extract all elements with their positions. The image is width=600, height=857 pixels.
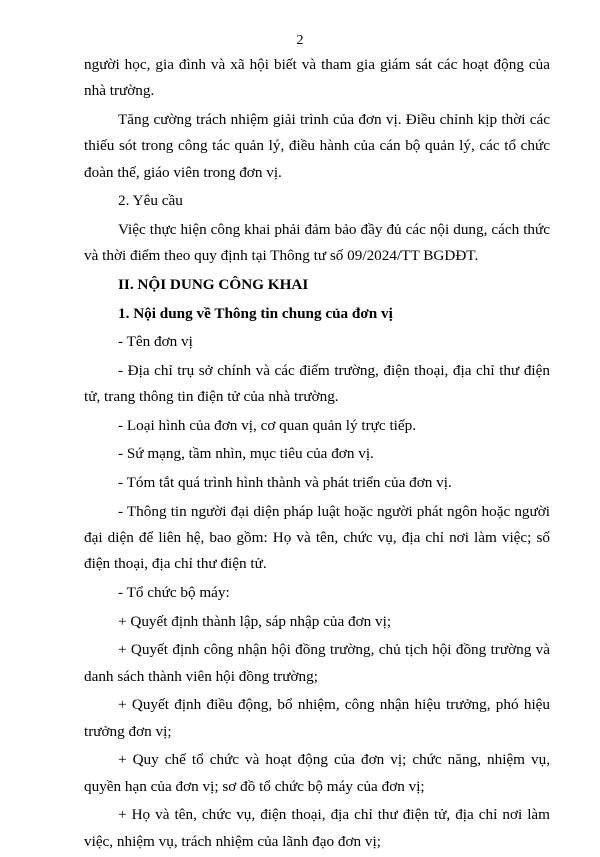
list-item: - Sứ mạng, tầm nhìn, mục tiêu của đơn vị. — [118, 445, 374, 463]
paragraph: người học, gia đình và xã hội biết và tham gia giám sát các hoạt động của nhà trường. — [84, 56, 550, 100]
sub-list-item: + Họ và tên, chức vụ, điện thoại, địa chỉ thư điện tử, địa chỉ nơi làm việc, nhiệm vụ, trách nhiệm của lãnh đạo đơn vị; — [84, 806, 550, 850]
sub-list-item: + Quyết định thành lập, sáp nhập của đơn vị; — [118, 612, 392, 630]
paragraph: Tăng cường trách nhiệm giải trình của đơn vị. Điều chỉnh kịp thời các thiếu sót trong công tác quản lý, điều hành của cán bộ quản lý, các tổ chức đoàn thể, giáo viên trong đơn vị. — [84, 111, 550, 181]
section-heading: 2. Yêu cầu — [118, 192, 183, 210]
list-item: - Địa chỉ trụ sở chính và các điểm trường, điện thoại, địa chỉ thư điện tử, trang thông tin điện tử của nhà trường. — [84, 361, 550, 406]
list-item: - Tổ chức bộ máy: — [118, 583, 230, 601]
sub-list-item: + Quyết định công nhận hội đồng trường, chủ tịch hội đồng trường và danh sách thành viên hội đồng trường; — [84, 641, 550, 685]
sub-list-item: + Quyết định điều động, bổ nhiệm, công nhận hiệu trưởng, phó hiệu trưởng đơn vị; — [84, 696, 550, 740]
list-item: - Tên đơn vị — [118, 333, 193, 351]
sub-list-item: + Quy chế tổ chức và hoạt động của đơn vị; chức năng, nhiệm vụ, quyền hạn của đơn vị; sơ đồ tổ chức bộ máy của đơn vị; — [84, 751, 550, 795]
list-item: - Thông tin người đại diện pháp luật hoặc người phát ngôn hoặc người đại diện để liên hệ, bao gồm: Họ và tên, chức vụ, địa chỉ nơi làm việc; số điện thoại, địa chỉ thư điện tử. — [84, 502, 550, 573]
section-heading: II. NỘI DUNG CÔNG KHAI — [118, 276, 309, 293]
page-number: 2 — [296, 33, 304, 48]
paragraph: Việc thực hiện công khai phải đảm bảo đầy đủ các nội dung, cách thức và thời điểm theo quy định tại Thông tư số 09/2024/TT BGDĐT. — [84, 221, 550, 265]
list-item: - Loại hình của đơn vị, cơ quan quản lý trực tiếp. — [118, 416, 417, 434]
list-item: - Tóm tắt quá trình hình thành và phát triển của đơn vị. — [118, 473, 452, 491]
subsection-heading: 1. Nội dung về Thông tin chung của đơn vị — [118, 304, 393, 322]
document-body — [84, 52, 550, 857]
